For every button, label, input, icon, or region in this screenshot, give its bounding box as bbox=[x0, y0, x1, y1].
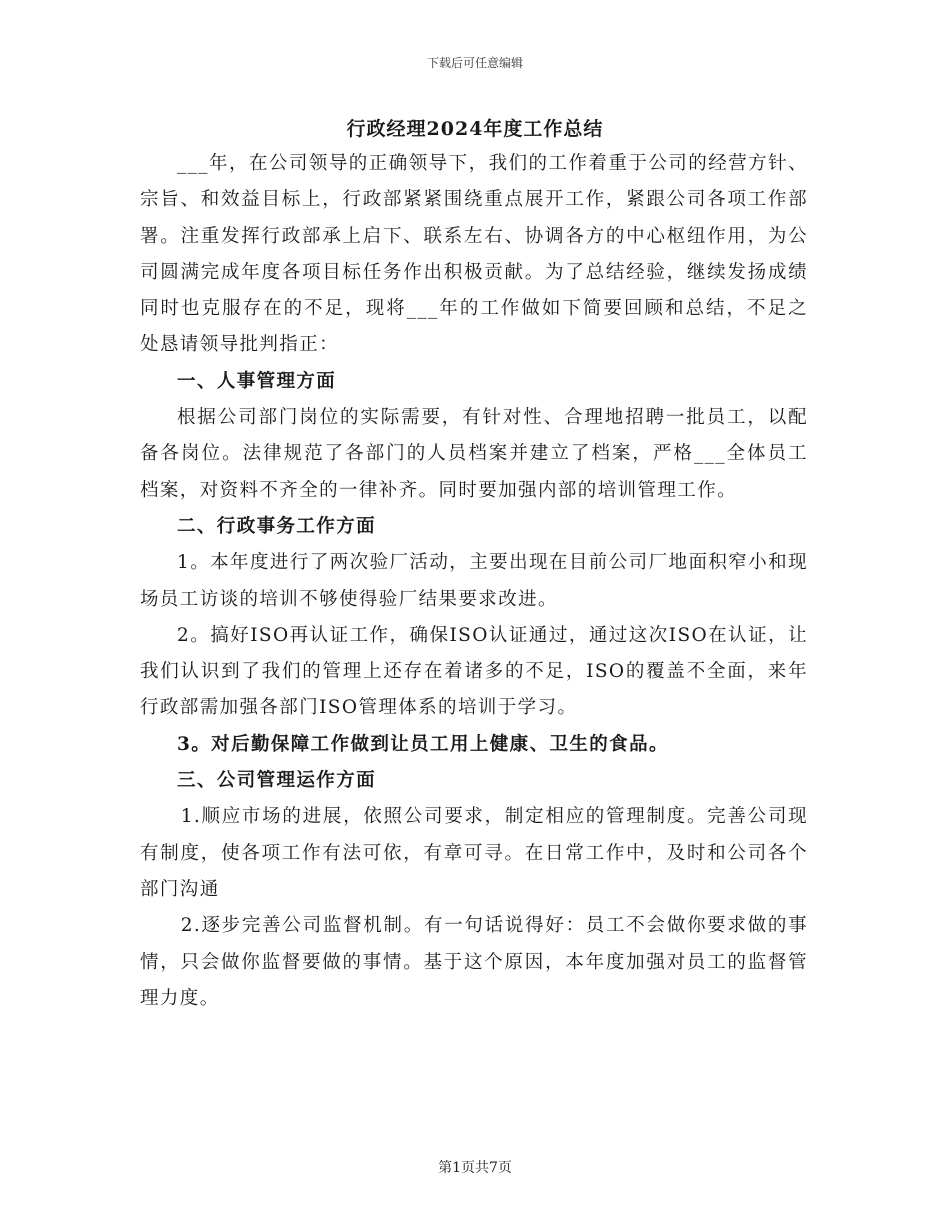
section-heading-personnel: 一、人事管理方面 bbox=[177, 370, 337, 392]
management-item-1: 1.顺应市场的进展，依照公司要求，制定相应的管理制度。完善公司现有制度，使各项工作有法可依，有章可寻。在日常工作中，及时和公司各个部门沟通 bbox=[140, 806, 808, 900]
admin-item-1: 1。本年度进行了两次验厂活动，主要出现在目前公司厂地面积窄小和现场员工访谈的培训不够使得验厂结果要求改进。 bbox=[140, 552, 808, 610]
header-note: 下载后可任意编辑 bbox=[426, 56, 523, 70]
section-heading-admin-affairs: 二、行政事务工作方面 bbox=[177, 515, 377, 537]
document-title: 行政经理2024年度工作总结 bbox=[346, 118, 604, 140]
personnel-paragraph: 根据公司部门岗位的实际需要，有针对性、合理地招聘一批员工，以配备各岗位。法律规范了各部门的人员档案并建立了档案，严格___全体员工档案，对资料不齐全的一律补齐。同时要加强内部的培训管理工作。 bbox=[140, 407, 808, 501]
section-heading-management: 三、公司管理运作方面 bbox=[177, 770, 377, 792]
document-body bbox=[140, 146, 808, 1017]
intro-paragraph: ___年，在公司领导的正确领导下，我们的工作着重于公司的经营方针、宗旨、和效益目标上，行政部紧紧围绕重点展开工作，紧跟公司各项工作部署。注重发挥行政部承上启下、联系左右、协调各方的中心枢纽作用，为公司圆满完成年度各项目标任务作出积极贡献。为了总结经验，继续发扬成绩同时也克服存在的不足，现将___年的工作做如下简要回顾和总结，不足之处恳请领导批判指正： bbox=[140, 153, 808, 356]
admin-item-2: 2。搞好ISO再认证工作，确保ISO认证通过，通过这次ISO在认证，让我们认识到了我们的管理上还存在着诸多的不足，ISO的覆盖不全面，来年行政部需加强各部门ISO管理体系的培训于学习。 bbox=[140, 624, 808, 719]
page-number: 第1页共7页 bbox=[438, 1160, 512, 1176]
admin-item-3: 3。对后勤保障工作做到让员工用上健康、卫生的食品。 bbox=[177, 733, 669, 755]
management-item-2: 2.逐步完善公司监督机制。有一句话说得好：员工不会做你要求做的事情，只会做你监督要做的事情。基于这个原因，本年度加强对员工的监督管理力度。 bbox=[140, 915, 808, 1009]
